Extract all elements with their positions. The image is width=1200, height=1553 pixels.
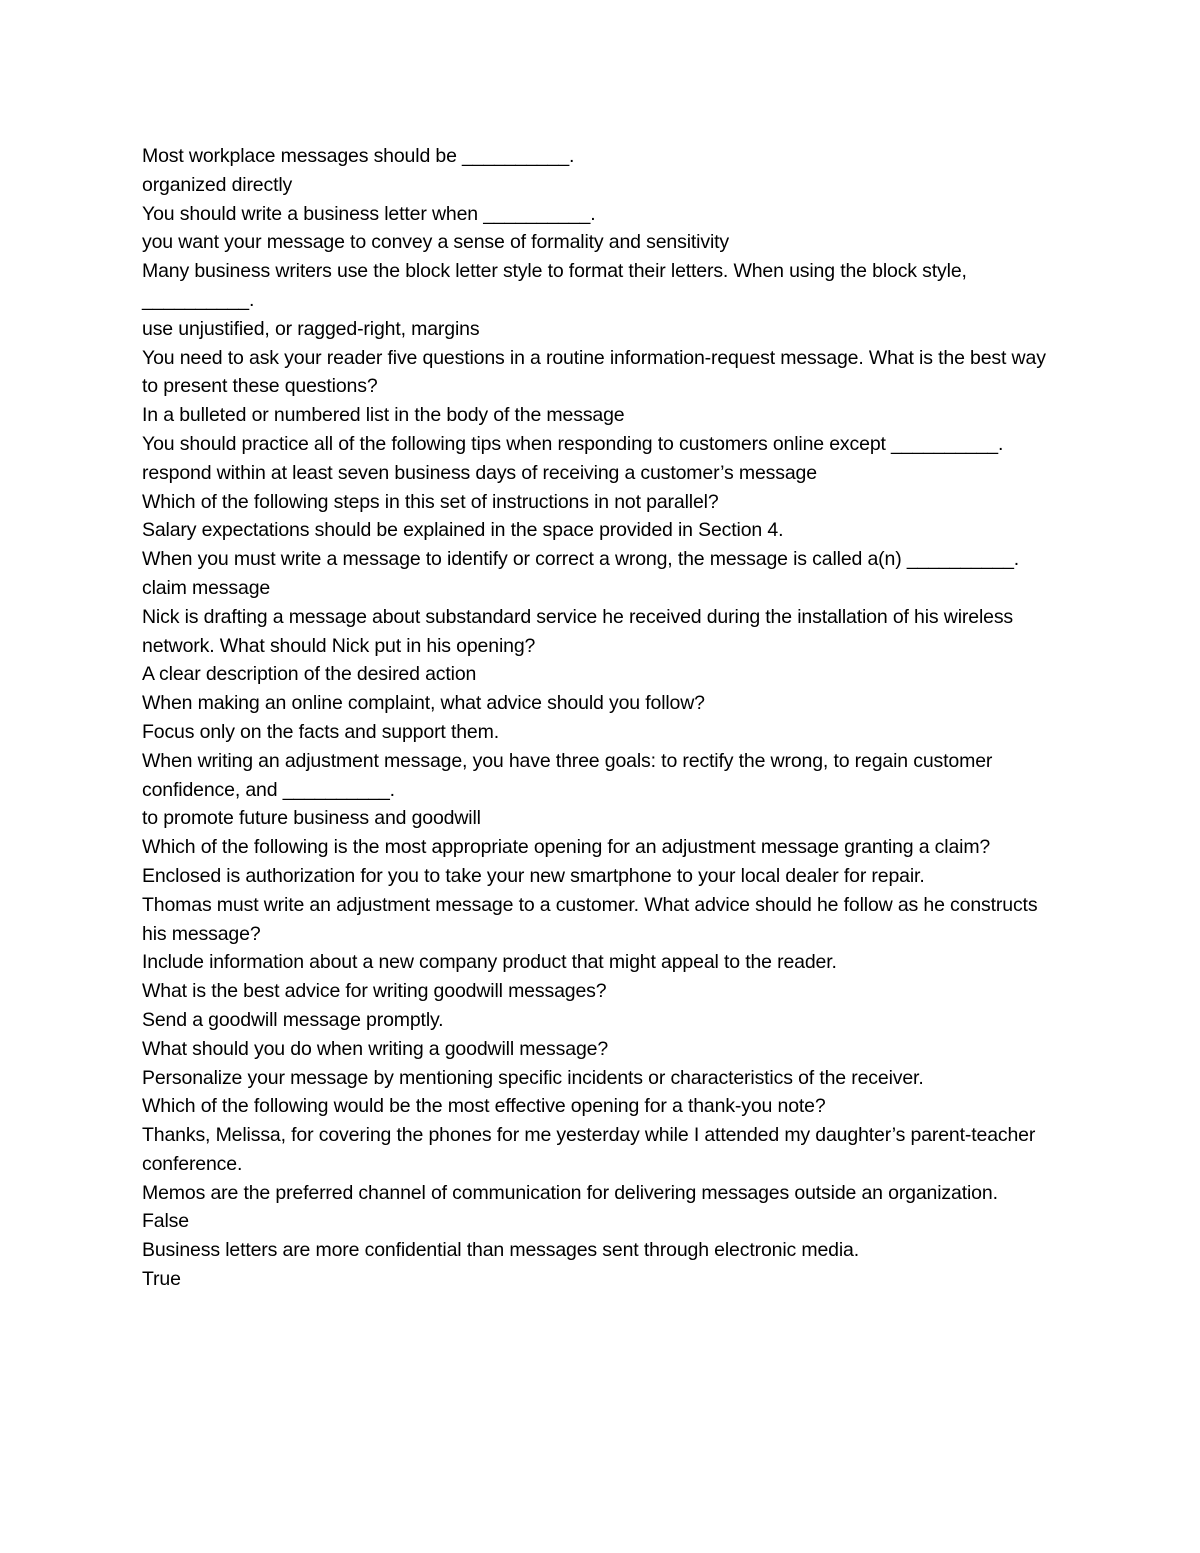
answer-line: Thanks, Melissa, for covering the phones for me yesterday while I attended my daughter’s parent-teacher conference.: [142, 1124, 1041, 1175]
question-line: You need to ask your reader five questions in a routine information-request message. What is the best way to present these questions?: [142, 346, 1052, 398]
answer-line: Focus only on the facts and support them.: [142, 720, 499, 743]
question-line: Many business writers use the block letter style to format their letters. When using the block style, __________.: [142, 260, 973, 311]
question-line: Nick is drafting a message about substandard service he received during the installation of his wireless network. What should Nick put in his opening?: [142, 605, 1019, 657]
question-line: Which of the following is the most appropriate opening for an adjustment message granting a claim?: [142, 836, 991, 859]
question-line: Memos are the preferred channel of communication for delivering messages outside an organization.: [142, 1181, 998, 1204]
answer-line: Include information about a new company product that might appeal to the reader.: [142, 951, 837, 974]
answer-line: Enclosed is authorization for you to take your new smartphone to your local dealer for repair.: [142, 864, 925, 887]
answer-line: organized directly: [142, 173, 293, 196]
question-line: Thomas must write an adjustment message to a customer. What advice should he follow as he constructs his message?: [142, 893, 1043, 945]
answer-line: you want your message to convey a sense of formality and sensitivity: [142, 231, 730, 254]
question-line: Most workplace messages should be __________.: [142, 145, 575, 167]
answer-line: True: [142, 1268, 181, 1291]
question-line: When making an online complaint, what advice should you follow?: [142, 692, 705, 715]
answer-line: use unjustified, or ragged-right, margins: [142, 317, 480, 340]
question-line: Which of the following steps in this set of instructions in not parallel?: [142, 490, 719, 513]
answer-line: False: [142, 1210, 189, 1233]
question-line: Which of the following would be the most effective opening for a thank-you note?: [142, 1095, 826, 1118]
answer-line: claim message: [142, 576, 271, 599]
question-line: You should practice all of the following tips when responding to customers online except __________.: [142, 432, 1004, 455]
answer-line: Personalize your message by mentioning specific incidents or characteristics of the receiver.: [142, 1066, 924, 1089]
answer-line: to promote future business and goodwill: [142, 807, 481, 830]
question-line: When you must write a message to identify or correct a wrong, the message is called a(n) __________.: [142, 548, 1020, 571]
question-line: Business letters are more confidential than messages sent through electronic media.: [142, 1239, 860, 1262]
answer-line: In a bulleted or numbered list in the body of the message: [142, 404, 625, 427]
question-line: You should write a business letter when __________.: [142, 202, 596, 225]
question-line: What is the best advice for writing goodwill messages?: [142, 980, 607, 1003]
document-body: [142, 142, 1052, 1294]
question-line: When writing an adjustment message, you have three goals: to rectify the wrong, to regain customer confidence, and __________.: [142, 749, 998, 801]
answer-line: Send a goodwill message promptly.: [142, 1008, 444, 1031]
answer-line: Salary expectations should be explained in the space provided in Section 4.: [142, 519, 784, 542]
answer-line: respond within at least seven business days of receiving a customer’s message: [142, 461, 817, 484]
answer-line: A clear description of the desired action: [142, 663, 477, 686]
question-line: What should you do when writing a goodwill message?: [142, 1037, 609, 1060]
